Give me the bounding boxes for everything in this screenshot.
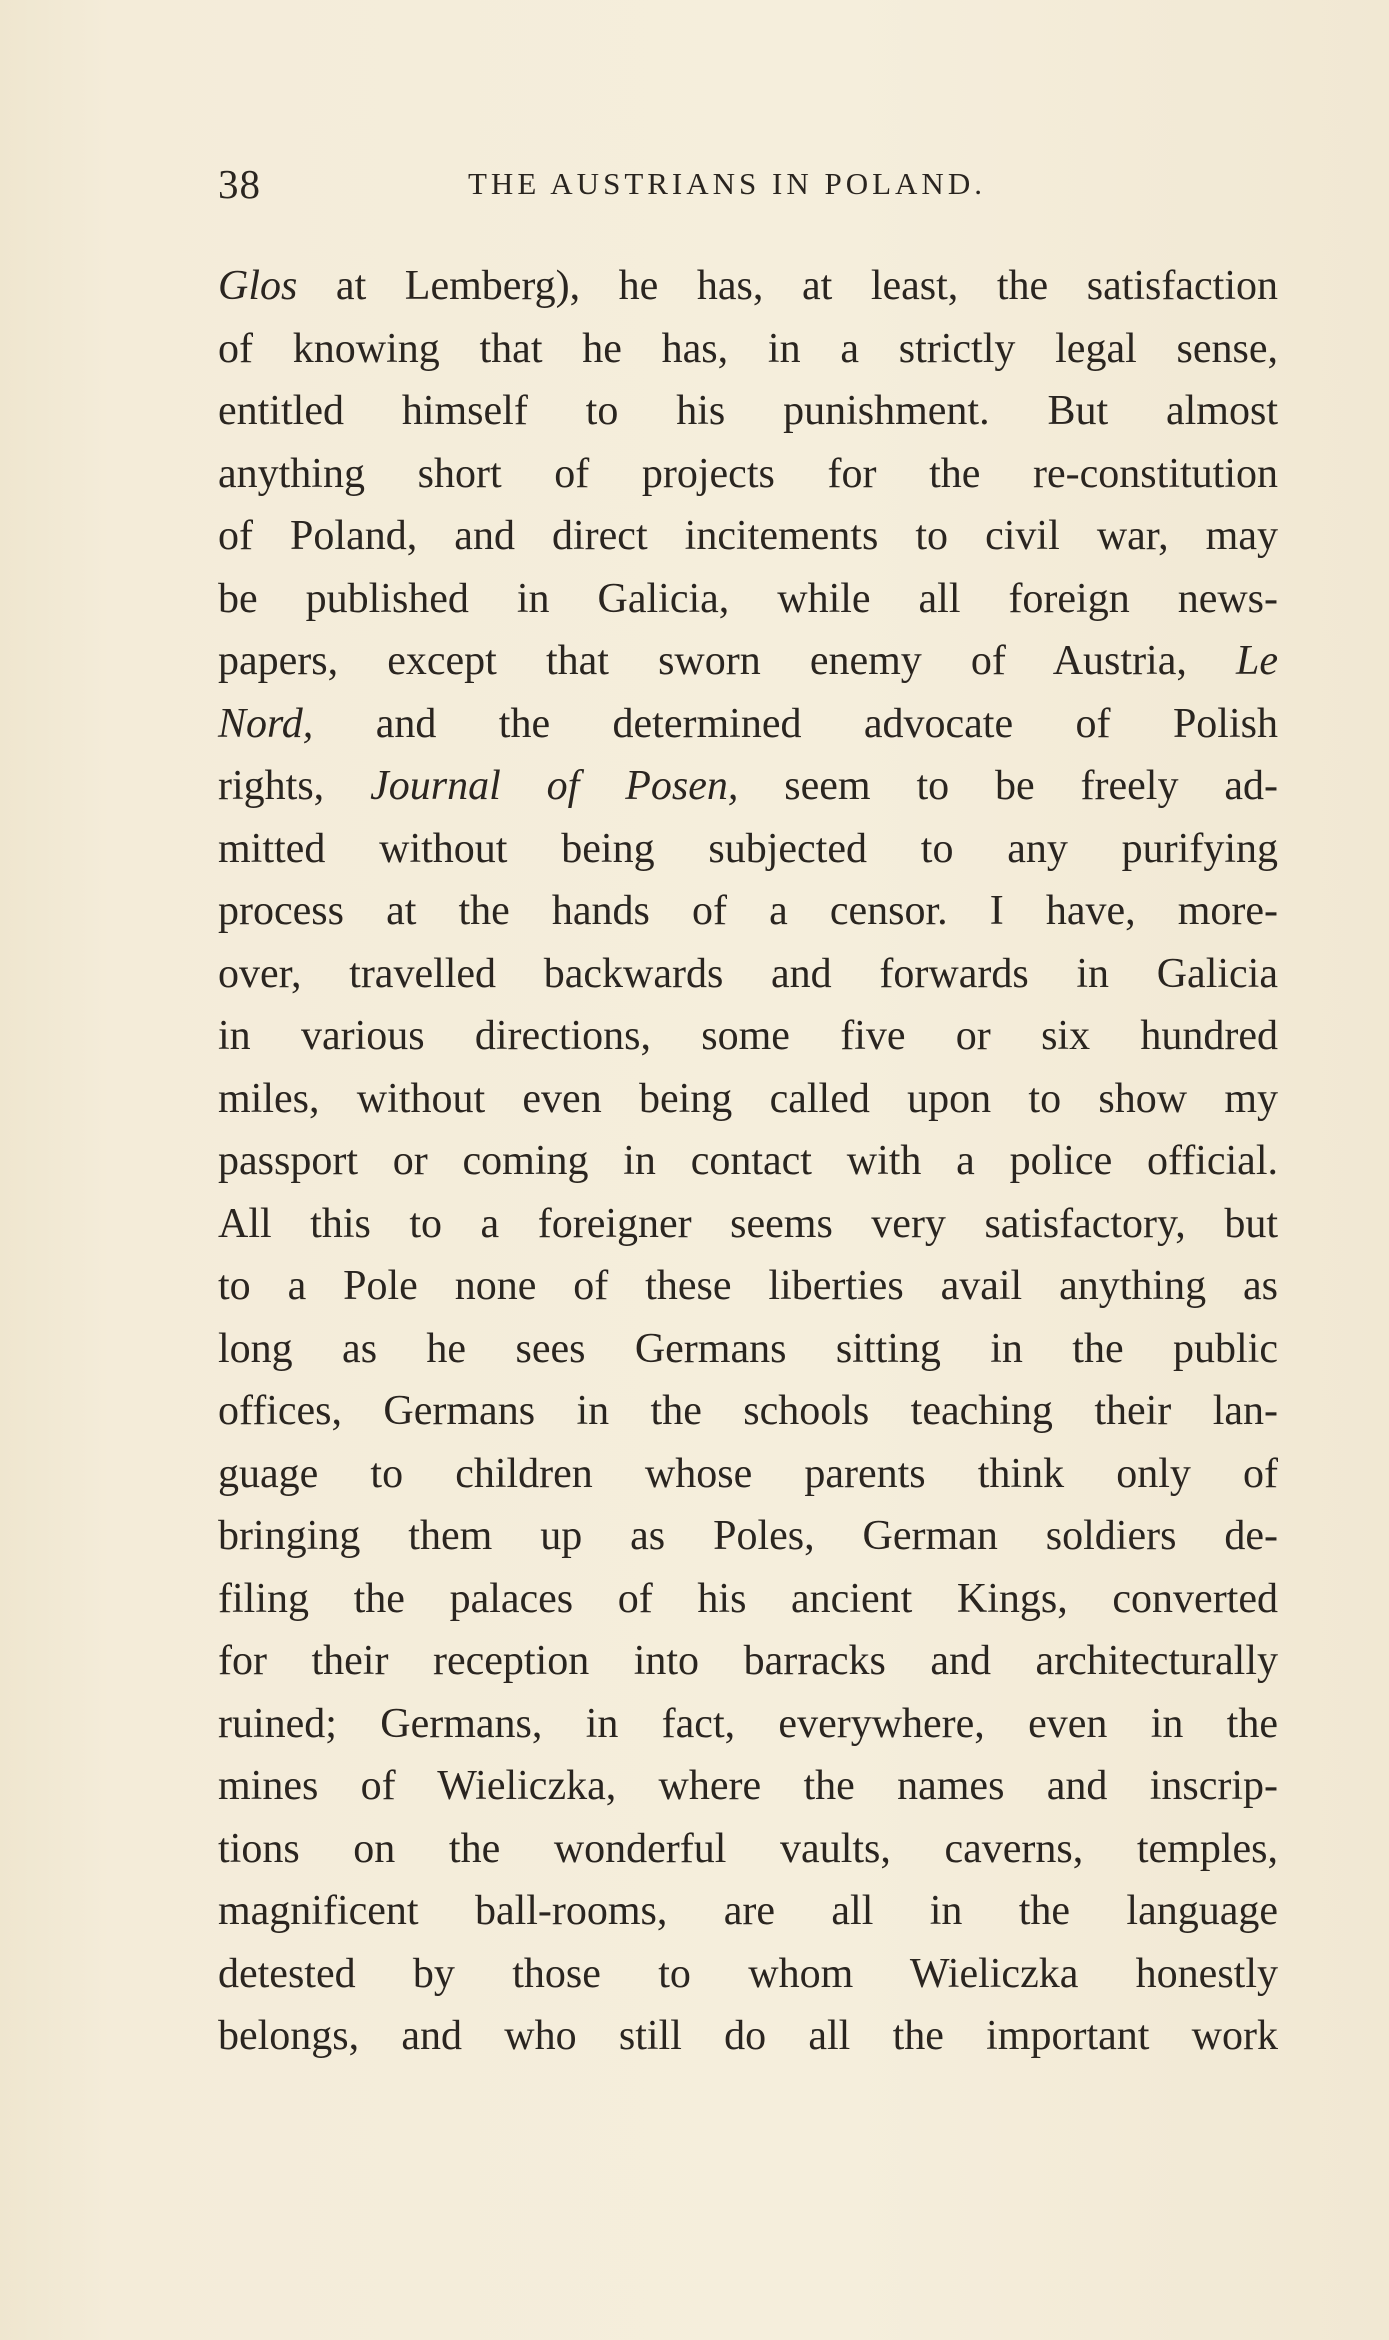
running-title: THE AUSTRIANS IN POLAND. [468,166,986,201]
text-line [218,1193,1278,1256]
text-segment: offices, Germans in the schools teaching their lan- [218,1388,1278,1434]
text-line [218,1755,1278,1818]
text-segment: and the determined advocate of Polish [313,700,1278,747]
text-segment: All this to a foreigner seems very satisfactory, but [218,1200,1278,1247]
text-segment: belongs, and who still do all the important work [218,2013,1278,2059]
text-line [218,943,1278,1006]
text-segment: entitled himself to his punishment. But almost [218,388,1278,434]
text-segment: of Poland, and direct incitements to civil war, may [218,513,1278,559]
text-segment: to a Pole none of these liberties avail anything as [218,1263,1278,1309]
text-segment: rights, [218,763,371,809]
text-line [218,443,1278,506]
text-line [218,505,1278,568]
text-line [218,1818,1278,1881]
text-line [218,693,1278,756]
text-segment: papers, except that sworn enemy of Austria, [218,638,1236,684]
text-line [218,1693,1278,1756]
text-segment: mines of Wieliczka, where the names and inscrip- [218,1763,1278,1809]
text-line [218,1943,1278,2006]
text-segment: bringing them up as Poles, German soldiers de- [218,1513,1278,1559]
text-segment: for their reception into barracks and architecturally [218,1638,1278,1684]
text-segment: seem to be freely ad- [738,763,1278,809]
text-segment: anything short of projects for the re-constitution [218,450,1278,497]
text-line [218,255,1278,318]
text-line [218,1630,1278,1693]
text-line [218,1130,1278,1193]
text-segment: be published in Galicia, while all foreign news- [218,575,1278,622]
text-segment: mitted without being subjected to any purifying [218,825,1278,872]
body-text [218,255,1278,2068]
italic-text: Journal of Posen, [370,763,739,809]
text-segment: tions on the wonderful vaults, caverns, temples, [218,1825,1278,1872]
italic-text: Le [1236,638,1278,684]
text-line [218,755,1278,818]
text-line [218,1568,1278,1631]
text-segment: in various directions, some five or six hundred [218,1013,1278,1059]
text-line [218,818,1278,881]
text-line [218,318,1278,381]
text-line [218,1505,1278,1568]
text-line [218,2005,1278,2068]
text-segment: at Lemberg), he has, at least, the satisfaction [297,263,1278,309]
text-segment: miles, without even being called upon to show my [218,1075,1278,1122]
text-segment: passport or coming in contact with a police official. [218,1138,1278,1184]
text-segment: filing the palaces of his ancient Kings, converted [218,1575,1278,1622]
text-line [218,880,1278,943]
italic-text: Nord, [218,700,314,747]
page-number: 38 [218,161,261,207]
text-segment: over, travelled backwards and forwards in Galicia [218,950,1278,997]
text-line [218,1880,1278,1943]
text-line [218,1318,1278,1381]
text-line [218,1443,1278,1506]
text-line [218,1005,1278,1068]
text-segment: of knowing that he has, in a strictly legal sense, [218,325,1278,372]
text-segment: detested by those to whom Wieliczka honestly [218,1950,1278,1997]
text-line [218,568,1278,631]
text-line [218,1255,1278,1318]
text-segment: guage to children whose parents think only of [218,1450,1278,1497]
running-head [218,160,1278,220]
text-segment: process at the hands of a censor. I have, more- [218,888,1278,934]
text-segment: long as he sees Germans sitting in the public [218,1325,1278,1372]
italic-text: Glos [218,263,298,309]
text-segment: ruined; Germans, in fact, everywhere, even in the [218,1700,1278,1747]
text-line [218,1068,1278,1131]
text-line [218,630,1278,693]
text-line [218,1380,1278,1443]
text-line [218,380,1278,443]
text-segment: magnificent ball-rooms, are all in the language [218,1888,1278,1934]
